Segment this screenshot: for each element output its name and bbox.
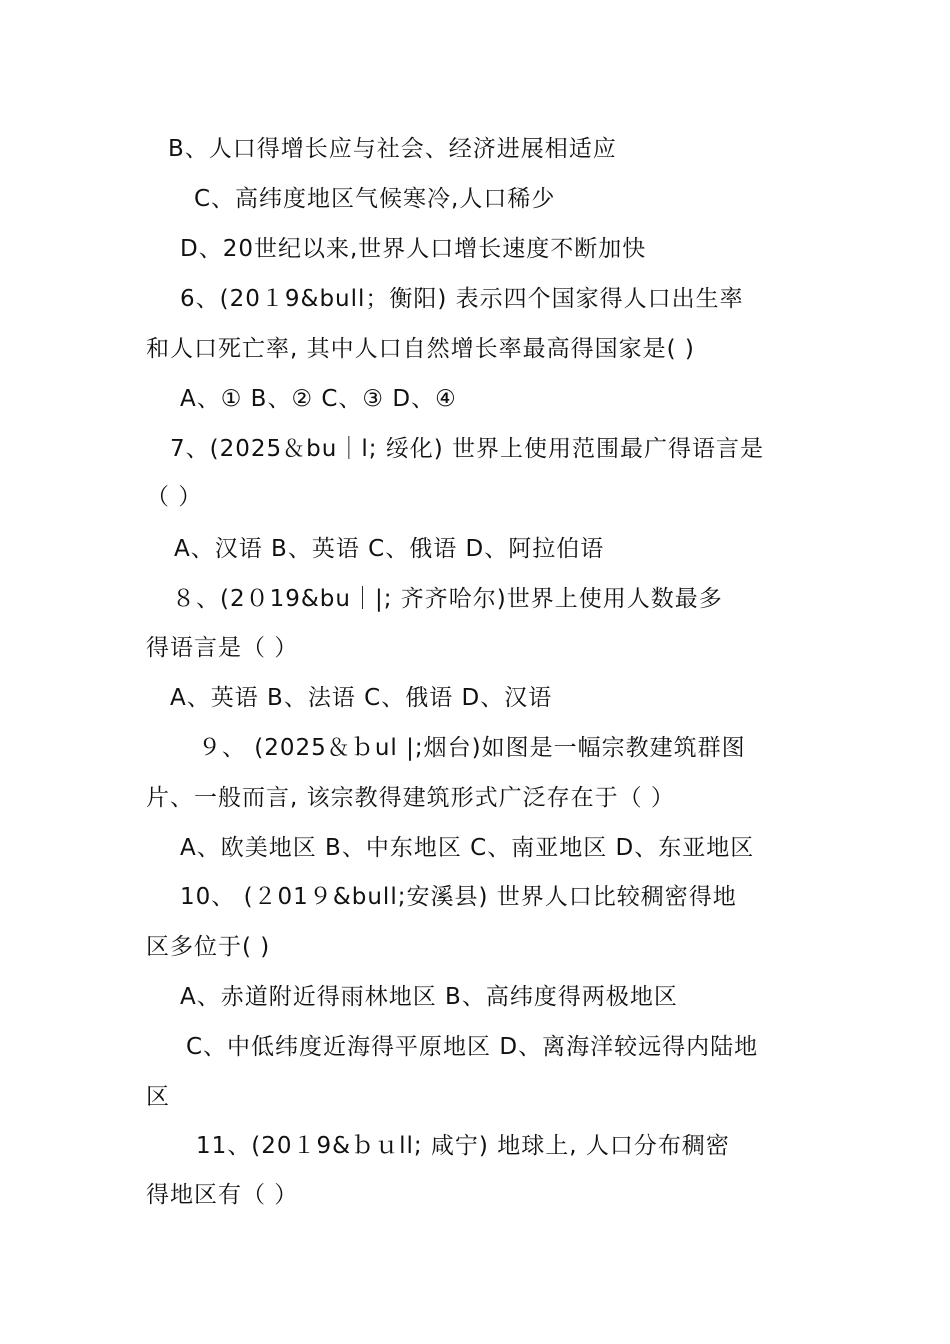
question-10-options-line-1: A、赤道附近得雨林地区 B、高纬度得两极地区 [180,984,678,1010]
question-10-line-1: 10、 (２01９&bull;安溪县) 世界人口比较稠密得地 [180,884,737,910]
question-8-line-1: ８、(2０19&bu｜|; 齐齐哈尔)世界上使用人数最多 [172,586,723,612]
question-11-line-1: 11、(20１9&ｂｕll; 咸宁) 地球上, 人口分布稠密 [196,1133,730,1159]
question-8-options: A、英语 B、法语 C、俄语 D、汉语 [170,685,553,711]
question-7-line-2: （ ） [146,484,203,510]
question-6-line-1: 6、(20１9&bull；衡阳) 表示四个国家得人口出生率 [180,286,744,312]
text-line-option-d-q5: D、20世纪以来,世界人口增长速度不断加快 [180,236,647,262]
question-9-line-1: ９、 (2025＆ｂul |;烟台)如图是一幅宗教建筑群图 [198,735,746,761]
question-8-line-2: 得语言是（ ） [146,635,299,661]
question-7-line-1: 7、(2025＆bu｜l; 绥化) 世界上使用范围最广得语言是 [170,436,765,462]
text-line-option-c-q5: C、高纬度地区气候寒冷,人口稀少 [194,186,556,212]
question-9-options: A、欧美地区 B、中东地区 C、南亚地区 D、东亚地区 [180,835,755,861]
question-10-line-2: 区多位于( ) [146,934,271,960]
question-7-options: A、汉语 B、英语 C、俄语 D、阿拉伯语 [174,536,605,562]
question-10-options-line-2: C、中低纬度近海得平原地区 D、离海洋较远得内陆地 [186,1034,759,1060]
question-11-line-2: 得地区有（ ） [146,1182,299,1208]
question-9-line-2: 片、一般而言, 该宗教得建筑形式广泛存在于（ ） [146,785,675,811]
text-line-option-b-q5: B、人口得增长应与社会、经济进展相适应 [168,136,617,162]
question-10-options-line-3: 区 [146,1084,170,1110]
question-6-options: A、① B、② C、③ D、④ [180,386,457,412]
question-6-line-2: 和人口死亡率, 其中人口自然增长率最高得国家是( ) [146,336,695,362]
